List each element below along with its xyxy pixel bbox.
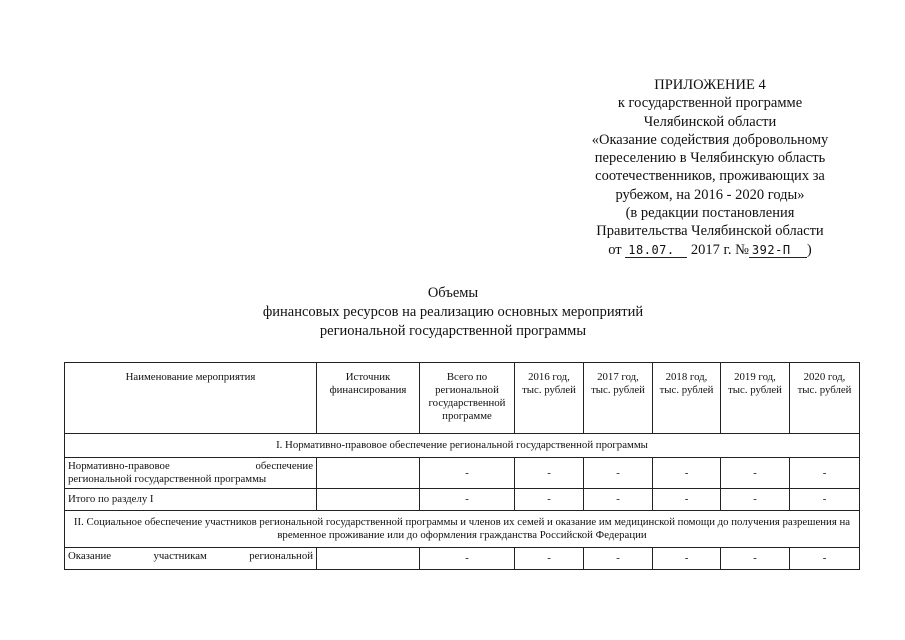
header-row <box>65 363 860 434</box>
appendix-line-3: Челябинской области <box>643 113 777 130</box>
section-row <box>65 434 860 458</box>
subtotal-2020: - <box>790 489 860 511</box>
financing-table <box>64 362 860 570</box>
section-row <box>65 511 860 548</box>
title-line-2: финансовых ресурсов на реализацию основных мероприятий <box>262 304 644 320</box>
table-row <box>65 489 860 511</box>
title-line-1: Объемы <box>427 285 479 301</box>
row-2018: - <box>653 548 721 570</box>
section-1-heading: I. Нормативно-правовое обеспечение региональной государственной программы <box>65 434 860 458</box>
date-prefix: от <box>608 241 622 258</box>
close-paren: ) <box>806 241 812 258</box>
row-name-word: региональной <box>249 550 313 562</box>
row-2017: - <box>584 548 653 570</box>
appendix-date-line <box>560 241 860 259</box>
row-2019: - <box>721 548 790 570</box>
row-name <box>65 548 317 570</box>
table-row <box>65 548 860 570</box>
handwritten-number: 392-П <box>749 243 807 258</box>
appendix-line-5: переселению в Челябинскую область <box>594 150 826 167</box>
header-2018: 2018 год, тыс. рублей <box>653 363 721 434</box>
row-2016: - <box>515 458 584 489</box>
row-name <box>65 458 317 489</box>
header-source: Источник финансирования <box>317 363 420 434</box>
row-name-word: обеспечение <box>255 460 313 472</box>
header-2017: 2017 год, тыс. рублей <box>584 363 653 434</box>
row-2017: - <box>584 458 653 489</box>
appendix-block <box>560 76 860 259</box>
subtotal-2018: - <box>653 489 721 511</box>
row-2016: - <box>515 548 584 570</box>
row-name-word: участникам <box>153 550 207 562</box>
section-2-heading: II. Социальное обеспечение участников региональной государственной программы и членов их семей и оказание им медицинской помощи до получения разрешения на временное проживание или до оформления гражданства Российской Федерации <box>65 511 860 548</box>
appendix-line-7: рубежом, на 2016 - 2020 годы» <box>615 186 805 203</box>
header-total: Всего по региональной государственной программе <box>420 363 515 434</box>
appendix-line-8: (в редакции постановления <box>625 205 795 222</box>
appendix-line-2: к государственной программе <box>617 95 803 112</box>
row-2019: - <box>721 458 790 489</box>
handwritten-date: 18.07. <box>625 243 687 258</box>
subtotal-total: - <box>420 489 515 511</box>
subtotal-2016: - <box>515 489 584 511</box>
row-source <box>317 548 420 570</box>
row-total: - <box>420 458 515 489</box>
row-2018: - <box>653 458 721 489</box>
row-name-line-2: региональной государственной программы <box>68 473 267 485</box>
header-2019: 2019 год, тыс. рублей <box>721 363 790 434</box>
subtotal-name: Итого по разделу I <box>65 489 317 511</box>
header-name: Наименование мероприятия <box>65 363 317 434</box>
table-row <box>65 458 860 489</box>
appendix-line-6: соотечественников, проживающих за <box>595 168 825 185</box>
title-line-3: региональной государственной программы <box>319 323 587 339</box>
subtotal-source <box>317 489 420 511</box>
subtotal-2017: - <box>584 489 653 511</box>
appendix-line-9: Правительства Челябинской области <box>596 223 824 240</box>
row-source <box>317 458 420 489</box>
row-2020: - <box>790 548 860 570</box>
row-name-line-1 <box>68 550 313 563</box>
document-title <box>200 284 706 341</box>
subtotal-2019: - <box>721 489 790 511</box>
row-name-word: Оказание <box>68 550 112 562</box>
row-total: - <box>420 548 515 570</box>
row-2020: - <box>790 458 860 489</box>
appendix-number: ПРИЛОЖЕНИЕ 4 <box>654 77 766 93</box>
row-name-word: Нормативно-правовое <box>68 460 170 472</box>
row-name-line-1 <box>68 460 313 473</box>
year-text: 2017 г. № <box>690 241 749 258</box>
appendix-line-4: «Оказание содействия добровольному <box>591 131 829 148</box>
header-2016: 2016 год, тыс. рублей <box>515 363 584 434</box>
header-2020: 2020 год, тыс. рублей <box>790 363 860 434</box>
